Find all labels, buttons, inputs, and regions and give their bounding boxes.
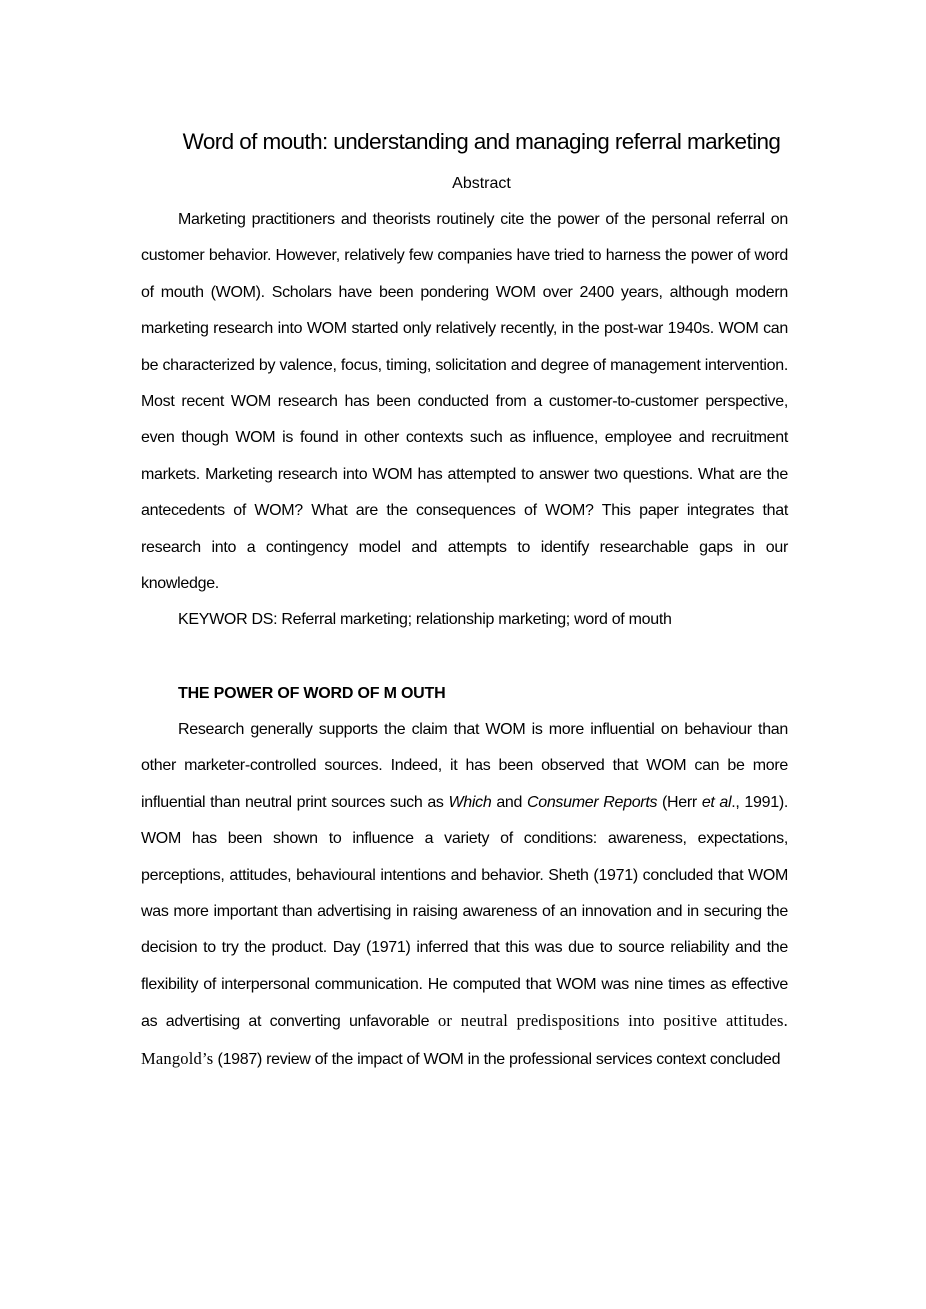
abstract-heading: Abstract — [452, 175, 511, 192]
italic-consumer-reports: Consumer Reports — [526, 793, 658, 811]
body-paragraph — [141, 712, 788, 1078]
paper-page — [141, 118, 788, 1078]
paper-title: Word of mouth: understanding and managing referral marketing — [182, 129, 781, 154]
body-text-and: and — [491, 793, 527, 811]
section-spacer — [141, 639, 788, 676]
body-text-part-1: Research generally supports the claim that WOM is more influential on behaviour than other marketer-controlled sources. Indeed, it has been observed that WOM can be more influential than neutral print sources such as — [141, 720, 788, 811]
body-text-herr: (Herr — [657, 793, 702, 811]
abstract-text: Marketing practitioners and theorists routinely cite the power of the personal referral on customer behavior. However, relatively few companies have tried to harness the power of word of mouth (WOM). Scholars have been pondering WOM over 2400 years, although modern marketing research into WOM started only relatively recently, in the post-war 1940s. WOM can be characterized by valence, focus, timing, solicitation and degree of management intervention. Most recent WOM research has been conducted from a customer-to-customer perspective, even though WOM is found in other contexts such as influence, employee and recruitment markets. Marketing research into WOM has attempted to answer two questions. What are the antecedents of WOM? What are the consequences of WOM? This paper integrates that research into a contingency model and attempts to identify researchable gaps in our knowledge. — [141, 211, 788, 593]
italic-et-al: et al — [701, 793, 732, 811]
body-text-part-2: ., 1991). WOM has been shown to influence a variety of conditions: awareness, expectations, perceptions, attitudes, behavioural intentions and behavior. Sheth (1971) concluded that WOM was more important than advertising in raising awareness of an innovation and in securing the decision to try the product. Day (1971) inferred that this was due to source reliability and the flexibility of interpersonal communication. He computed that WOM was nine times as effective as advertising at converting unfavorable — [141, 793, 788, 1031]
italic-which: Which — [448, 793, 492, 811]
keywords-line: KEYWOR DS: Referral marketing; relationship marketing; word of mouth — [178, 611, 672, 629]
body-text-part-4: (1987) review of the impact of WOM in the professional services context concluded — [213, 1050, 781, 1068]
section-heading: THE POWER OF WORD OF M OUTH — [178, 684, 446, 702]
body-text-serif-fragment: or neutral predispositions into positive attitudes. Mangold’s — [141, 1011, 788, 1068]
